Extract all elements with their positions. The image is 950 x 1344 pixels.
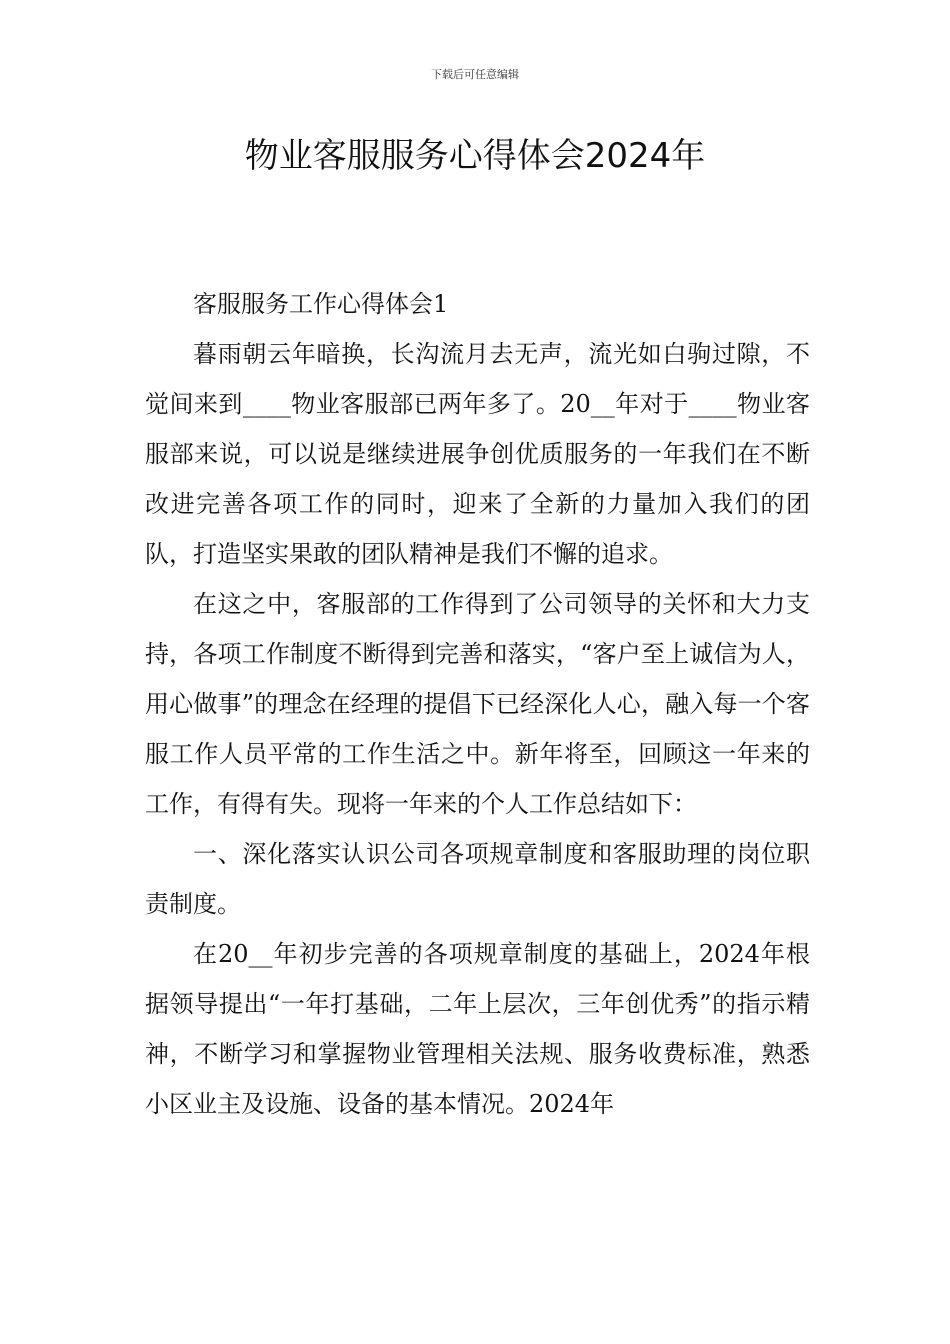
header-note: 下载后可任意编辑 — [431, 68, 519, 81]
section-heading: 客服服务工作心得体会1 — [193, 290, 449, 318]
paragraph: 在这之中，客服部的工作得到了公司领导的关怀和大力支持，各项工作制度不断得到完善和落实，“客户至上诚信为人，用心做事”的理念在经理的提倡下已经深化人心，融入每一个客服工作人员平常的工作生活之中。新年将至，回顾这一年来的工作，有得有失。现将一年来的个人工作总结如下： — [145, 590, 810, 818]
paragraph: 暮雨朝云年暗换，长沟流月去无声，流光如白驹过隙，不觉间来到____物业客服部已两年多了。20__年对于____物业客服部来说，可以说是继续进展争创优质服务的一年我们在不断改进完善各项工作的同时，迎来了全新的力量加入我们的团队，打造坚实果敢的团队精神是我们不懈的追求。 — [145, 340, 810, 568]
document-title: 物业客服服务心得体会2024年 — [244, 136, 706, 176]
paragraph: 在20__年初步完善的各项规章制度的基础上，2024年根据领导提出“一年打基础，二年上层次，三年创优秀”的指示精神，不断学习和掌握物业管理相关法规、服务收费标准，熟悉小区业主及设施、设备的基本情况。2024年 — [145, 940, 810, 1118]
document-body — [145, 279, 810, 1129]
paragraph: 一、深化落实认识公司各项规章制度和客服助理的岗位职责制度。 — [145, 840, 810, 918]
